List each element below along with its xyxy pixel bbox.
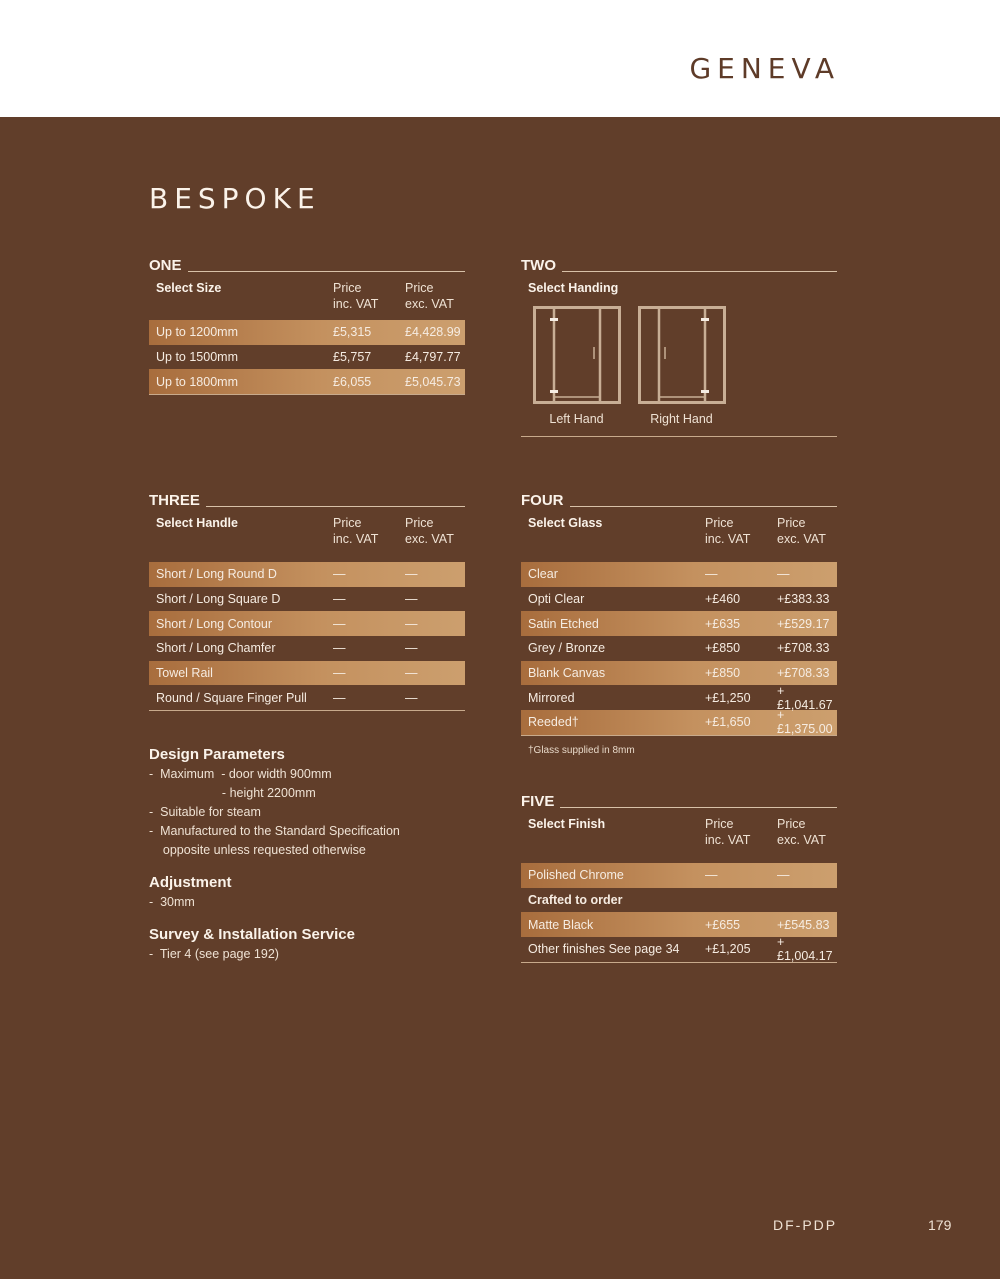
divider [188,271,465,272]
divider [149,710,465,711]
divider [560,807,837,808]
page-number: 179 [928,1217,952,1233]
adjustment-title: Adjustment [149,874,232,891]
column-header: Price exc. VAT [405,516,454,546]
divider [570,506,838,507]
section-header [149,489,465,509]
handing-label: Left Hand [549,412,604,426]
glass-option-row[interactable]: Opti Clear +£460 +£383.33 [528,592,830,607]
divider [521,436,837,437]
size-option-row[interactable]: Up to 1800mm £6,055 £5,045.73 [149,369,465,394]
handing-label: Right Hand [650,412,713,426]
section-header [521,790,837,810]
handle-option-row[interactable]: Round / Square Finger Pull — — [156,690,418,705]
column-header: Price inc. VAT [705,817,751,847]
glass-option-row[interactable]: Grey / Bronze +£850 +£708.33 [528,641,830,656]
shower-door-right-hand-icon [638,306,726,404]
section-label: THREE [149,492,200,509]
handle-option-row[interactable]: Short / Long Contour — — [149,611,465,636]
column-header: Price exc. VAT [777,817,826,847]
catalogue-code: DF-PDP [773,1217,838,1233]
column-header: Select Glass [528,516,603,530]
brand-title: GENEVA [689,52,840,85]
finish-option-row[interactable]: Matte Black +£655 +£545.83 [521,912,837,937]
design-item: opposite unless requested otherwise [149,843,366,857]
section-five [521,790,837,963]
divider [562,271,837,272]
survey-title: Survey & Installation Service [149,926,355,943]
shower-door-left-hand-icon [533,306,621,404]
finish-subheading: Crafted to order [528,893,623,908]
survey-item: - Tier 4 (see page 192) [149,947,279,961]
divider [149,394,465,395]
table-header [521,816,837,863]
glass-footnote: †Glass supplied in 8mm [528,744,635,756]
handing-option-right[interactable] [629,306,734,426]
size-option-row[interactable]: Up to 1200mm £5,315 £4,428.99 [149,320,465,345]
adjustment-item: - 30mm [149,895,195,909]
glass-option-row[interactable]: Clear — — [521,562,837,587]
finish-option-row[interactable]: Other finishes See page 34 +£1,205 +£1,004.17 [528,935,833,964]
design-item: - Manufactured to the Standard Specification [149,824,400,838]
design-parameters-title: Design Parameters [149,746,285,763]
handle-option-row[interactable]: Short / Long Chamfer — — [156,641,418,656]
column-header: Select Handing [528,281,619,295]
design-item: - height 2200mm [149,786,316,800]
section-four [521,489,837,756]
glass-option-row[interactable]: Blank Canvas +£850 +£708.33 [521,661,837,686]
section-label: ONE [149,257,182,274]
section-header [521,489,837,509]
column-header: Select Finish [528,817,606,831]
section-label: FOUR [521,492,564,509]
column-header: Select Size [156,281,222,295]
design-item: - Suitable for steam [149,805,261,819]
section-one [149,254,465,395]
handing-option-left[interactable] [524,306,629,426]
design-parameters [149,746,469,964]
glass-option-row[interactable]: Mirrored +£1,250 +£1,041.67 [528,683,833,712]
page-title: BESPOKE [149,182,321,215]
section-header [149,254,465,274]
column-header: Price exc. VAT [405,281,454,311]
size-option-row[interactable]: Up to 1500mm £5,757 £4,797.77 [156,350,461,365]
column-header: Price inc. VAT [333,281,379,311]
section-two [521,254,837,437]
page-header [0,0,1000,117]
handle-option-row[interactable]: Short / Long Square D — — [156,592,418,607]
table-header [149,515,465,562]
design-item: - Maximum - door width 900mm [149,767,332,781]
column-header: Price inc. VAT [705,516,751,546]
divider [206,506,465,507]
table-header [149,280,465,320]
column-header: Select Handle [156,516,238,530]
column-header: Price exc. VAT [777,516,826,546]
handle-option-row[interactable]: Towel Rail — — [149,661,465,686]
section-header [521,254,837,274]
section-label: TWO [521,257,556,274]
section-label: FIVE [521,793,555,810]
finish-option-row[interactable]: Polished Chrome — — [521,863,837,888]
table-header [521,280,837,296]
handing-options [524,306,837,426]
section-three [149,489,465,711]
glass-option-row[interactable]: Satin Etched +£635 +£529.17 [521,611,837,636]
glass-option-row[interactable]: Reeded† +£1,650 +£1,375.00 [521,710,837,735]
table-header [521,515,837,562]
column-header: Price inc. VAT [333,516,379,546]
handle-option-row[interactable]: Short / Long Round D — — [149,562,465,587]
